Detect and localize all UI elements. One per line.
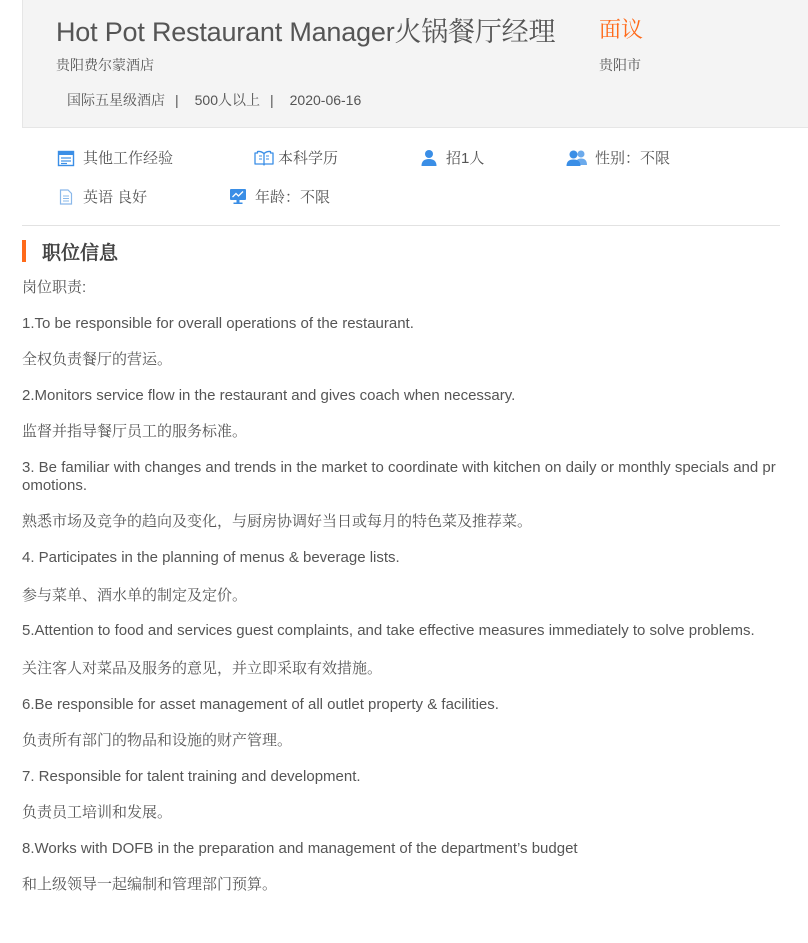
description-line: 2.Monitors service flow in the restaurant and gives coach when necessary.: [22, 387, 516, 404]
document-icon: [56, 188, 76, 206]
job-title: Hot Pot Restaurant Manager火锅餐厅经理: [56, 17, 556, 47]
company-meta: [67, 90, 361, 110]
description-line: 和上级领导一起编制和管理部门预算。: [22, 876, 278, 893]
person-icon: [419, 149, 439, 167]
job-description: [22, 279, 782, 894]
description-line: 3. Be familiar with changes and trends in the market to coordinate with kitchen on daily or monthly specials and promotions.: [22, 459, 776, 494]
description-line: 6.Be responsible for asset management of all outlet property & facilities.: [22, 696, 499, 713]
company-size: 500人以上: [194, 92, 260, 108]
job-header: [22, 0, 808, 128]
people-icon: [566, 149, 588, 167]
description-line: 4. Participates in the planning of menus & beverage lists.: [22, 549, 400, 566]
feature-language-label: 英语 良好: [83, 189, 148, 206]
monitor-icon: [228, 188, 248, 206]
description-line: 全权负责餐厅的营运。: [22, 351, 173, 368]
section-divider: [22, 225, 780, 226]
feature-age: [228, 186, 330, 207]
description-line: 岗位职责:: [22, 279, 87, 296]
feature-education-label: 本科学历: [278, 150, 339, 167]
feature-headcount-label: 招1人: [446, 150, 485, 167]
feature-headcount: [419, 147, 484, 168]
company-type: 国际五星级酒店: [67, 92, 165, 108]
description-line: 5.Attention to food and services guest complaints, and take effective measures immediately to solve problems.: [22, 622, 755, 639]
description-line: 关注客人对菜品及服务的意见，并立即采取有效措施。: [22, 660, 383, 677]
feature-education: [254, 147, 338, 168]
section-title: 职位信息: [42, 242, 119, 264]
post-date: 2020-06-16: [289, 92, 362, 108]
description-line: 1.To be responsible for overall operations of the restaurant.: [22, 315, 414, 332]
description-line: 7. Responsible for talent training and development.: [22, 768, 361, 785]
book-icon: [254, 149, 274, 167]
meta-separator: |: [175, 92, 179, 108]
feature-gender: [566, 147, 670, 168]
feature-experience: [56, 147, 173, 168]
description-line: 负责所有部门的物品和设施的财产管理。: [22, 732, 293, 749]
description-line: 监督并指导餐厅员工的服务标准。: [22, 423, 248, 440]
feature-experience-label: 其他工作经验: [83, 150, 174, 167]
company-name[interactable]: 贵阳费尔蒙酒店: [56, 57, 154, 73]
feature-age-label: 年龄：不限: [255, 189, 331, 206]
description-line: 熟悉市场及竞争的趋向及变化，与厨房协调好当日或每月的特色菜及推荐菜。: [22, 513, 533, 530]
section-heading: [22, 239, 118, 263]
section-accent-bar: [22, 240, 26, 262]
job-city: 贵阳市: [599, 57, 641, 73]
feature-language: [56, 186, 147, 207]
description-line: 参与菜单、酒水单的制定及定价。: [22, 587, 248, 604]
description-line: 8.Works with DOFB in the preparation and management of the department’s budget: [22, 840, 578, 857]
calendar-icon: [56, 149, 76, 167]
meta-separator: |: [270, 92, 274, 108]
description-line: 负责员工培训和发展。: [22, 804, 173, 821]
feature-gender-label: 性别：不限: [595, 150, 671, 167]
salary-label: 面议: [599, 17, 644, 42]
